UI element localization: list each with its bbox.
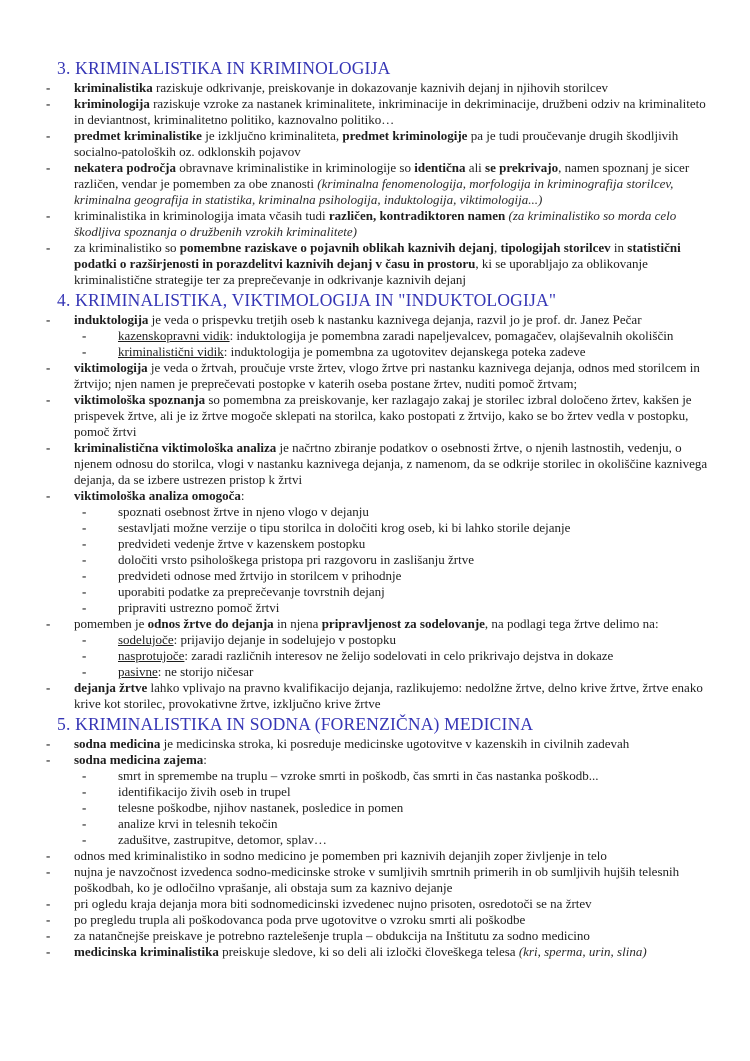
bullet-text <box>118 784 291 799</box>
text-segment: smrt in spremembe na truplu – vzroke smrti in poškodb, čas smrti in čas nastanka poškodb... <box>118 768 599 783</box>
text-segment: induktologija <box>74 312 149 327</box>
sub-bullet-item <box>82 552 710 568</box>
bullet-dash: - <box>82 648 87 663</box>
text-segment: sestavljati možne verzije o tipu storilca in določiti krog oseb, ki bi lahko storile dejanje <box>118 520 571 535</box>
bullet-item <box>46 752 710 768</box>
bullet-dash: - <box>46 912 51 927</box>
sub-bullet-item <box>82 784 710 800</box>
text-segment: je veda o prispevku tretjih oseb k nastanku kaznivega dejanja, razvil jo je prof. dr. Janez Pečar <box>148 312 642 327</box>
text-segment: je načrtno zbiranje podatkov o osebnosti žrtve, o njenih lastnostih, vedenju, o njenem odnosu do storilca, vlogi v nastanku kaznivega dejanja, z namenom, da se odkrije storilec in okoliščine kaznivega dejanja, da se izbere ustrezen pristop k žrtvi <box>74 440 708 487</box>
bullet-item <box>46 160 710 208</box>
bullet-dash: - <box>82 832 87 847</box>
text-segment: viktimološka spoznanja <box>74 392 206 407</box>
text-segment: (za kriminalistiko so morda celo škodljiva spoznanja o družbenih vzrokih kriminalitete) <box>74 208 677 239</box>
bullet-text <box>74 680 703 711</box>
text-segment: predvideti vedenje žrtve v kazenskem postopku <box>118 536 366 551</box>
bullet-dash: - <box>46 128 51 143</box>
bullet-item <box>46 312 710 328</box>
text-segment: kriminologija <box>74 96 150 111</box>
bullet-dash: - <box>46 864 51 879</box>
bullet-item <box>46 240 710 288</box>
text-segment: predmet kriminalistike <box>74 128 202 143</box>
section-heading: 5. KRIMINALISTIKA IN SODNA (FORENZIČNA) MEDICINA <box>57 714 534 734</box>
sub-bullet-item <box>82 600 710 616</box>
sub-bullet-item <box>82 504 710 520</box>
bullet-text <box>74 392 692 439</box>
text-segment: določiti vrsto psihološkega pristopa pri razgovoru in zaslišanju žrtve <box>118 552 474 567</box>
bullet-item <box>46 360 710 392</box>
bullet-text <box>74 80 608 95</box>
text-segment: : prijavijo dejanje in sodelujejo v postopku <box>173 632 397 647</box>
text-segment: pomembne raziskave o pojavnih oblikah kaznivih dejanj <box>179 240 495 255</box>
text-segment: raziskuje odkrivanje, preiskovanje in dokazovanje kaznivih dejanj in njihovih storilcev <box>152 80 608 95</box>
sub-bullet-item <box>82 632 710 648</box>
bullet-dash: - <box>46 928 51 943</box>
text-segment: , namen spoznanj je sicer različen, vendar je pomemben za obe znanosti <box>74 160 690 191</box>
text-segment: : induktologija je pomembna zaradi napeljevalcev, pomagačev, olajševalnih okoliščin <box>229 328 674 343</box>
text-segment: zadušitve, zastrupitve, detomor, splav… <box>118 832 327 847</box>
text-segment: pripraviti ustrezno pomoč žrtvi <box>118 600 280 615</box>
sub-bullet-item <box>82 832 710 848</box>
text-segment: pa je tudi proučevanje drugih škodljivih socialno-patoloških oz. odklonskih pojavov <box>74 128 679 159</box>
sub-bullet-item <box>82 648 710 664</box>
text-segment: pomemben je <box>74 616 148 631</box>
text-segment: statistični podatki o razširjenosti in porazdelitvi kaznivih dejanj v času in prostoru <box>74 240 681 271</box>
text-segment: spoznati osebnost žrtve in njeno vlogo v dejanju <box>118 504 369 519</box>
bullet-item <box>46 928 710 944</box>
text-segment: kriminalistika in kriminologija imata včasih tudi <box>74 208 329 223</box>
bullet-text <box>118 568 401 583</box>
text-segment: pri ogledu kraja dejanja mora biti sodnomedicinski izvedenec nujno prisoten, osredotoči se na žrtev <box>74 896 592 911</box>
bullet-dash: - <box>82 536 87 551</box>
bullet-dash: - <box>82 344 87 359</box>
bullet-text <box>118 664 253 679</box>
bullet-item <box>46 440 710 488</box>
bullet-dash: - <box>82 664 87 679</box>
text-segment: raziskuje vzroke za nastanek kriminalitete, inkriminacije in dekriminacije, družbeni odziv na kriminaliteto in deviantnost, kriminalitetno politiko, kaznovalno politiko… <box>74 96 706 127</box>
bullet-dash: - <box>46 848 51 863</box>
text-segment: kriminalistika <box>74 80 153 95</box>
bullet-text <box>118 504 369 519</box>
bullet-text <box>74 128 678 159</box>
bullet-text <box>74 360 700 391</box>
bullet-dash: - <box>46 80 51 95</box>
text-segment: po pregledu trupla ali poškodovanca poda prve ugotovitve o vzroku smrti ali poškodbe <box>74 912 526 927</box>
text-segment: : zaradi različnih interesov ne želijo sodelovati in celo prikrivajo dejstva in dokaze <box>184 648 614 663</box>
text-segment: ali <box>465 160 486 175</box>
bullet-dash: - <box>82 568 87 583</box>
bullet-text <box>74 944 647 959</box>
section-heading: 3. KRIMINALISTIKA IN KRIMINOLOGIJA <box>57 58 391 78</box>
text-segment: kazenskopravni vidik <box>118 328 230 343</box>
bullet-text <box>118 344 586 359</box>
text-segment: tipologijah storilcev <box>500 240 611 255</box>
text-segment: analize krvi in telesnih tekočin <box>118 816 278 831</box>
bullet-text <box>74 312 642 327</box>
bullet-dash: - <box>46 896 51 911</box>
text-segment: obravnave kriminalistike in kriminologije so <box>175 160 415 175</box>
text-segment: identična <box>414 160 466 175</box>
bullet-text <box>118 816 278 831</box>
bullet-dash: - <box>82 768 87 783</box>
text-segment: različen, kontradiktoren namen <box>328 208 506 223</box>
text-segment: (kri, sperma, urin, slina) <box>518 944 647 959</box>
text-segment: pasivne <box>118 664 158 679</box>
text-segment: telesne poškodbe, njihov nastanek, posledice in pomen <box>118 800 404 815</box>
bullet-text <box>74 928 590 943</box>
text-segment: , ki se uporabljajo za oblikovanje kriminalistične strategije ter za preprečevanje in odkrivanje kaznivih dejanj <box>74 256 648 287</box>
bullet-text <box>118 600 279 615</box>
text-segment: viktimološka analiza omogoča <box>74 488 241 503</box>
sub-bullet-item <box>82 568 710 584</box>
bullet-item <box>46 208 710 240</box>
text-segment: , na podlagi tega žrtve delimo na: <box>484 616 659 631</box>
bullet-item <box>46 80 710 96</box>
bullet-dash: - <box>46 680 51 695</box>
bullet-text <box>74 896 592 911</box>
text-segment: predvideti odnose med žrtvijo in storilcem v prihodnje <box>118 568 402 583</box>
bullet-dash: - <box>46 360 51 375</box>
sub-bullet-item <box>82 800 710 816</box>
bullet-text <box>118 552 474 567</box>
bullet-dash: - <box>82 600 87 615</box>
bullet-text <box>74 160 689 207</box>
sub-bullet-item <box>82 664 710 680</box>
bullet-item <box>46 944 710 960</box>
text-segment: uporabiti podatke za preprečevanje tovrstnih dejanj <box>118 584 385 599</box>
text-segment: za natančnejše preiskave je potrebno raztelešenje trupla – obdukcija na Inštitutu za sodno medicino <box>74 928 590 943</box>
bullet-dash: - <box>82 520 87 535</box>
bullet-item <box>46 680 710 712</box>
text-segment: nekatera področja <box>74 160 176 175</box>
text-segment: : induktologija je pomembna za ugotovitev dejanskega poteka zadeve <box>223 344 586 359</box>
bullet-text <box>74 912 525 927</box>
bullet-dash: - <box>46 160 51 175</box>
text-segment: so pomembna za preiskovanje, ker razlagajo zakaj je storilec izbral določeno žrtev, kakšen je prispevek žrtve, ali je iz žrtve mogoče sklepati na storilca, kako postopati z žrtvijo, kako se bo žrtev vedla v postopku, pomoč žrtvi <box>74 392 692 439</box>
bullet-dash: - <box>46 96 51 111</box>
sub-bullet-item <box>82 584 710 600</box>
text-segment: (kriminalna fenomenologija, morfologija in kriminografija storilcev, kriminalna geografija in statistika, kriminalna psihologija, induktologija, viktimologija...) <box>74 176 674 207</box>
bullet-text <box>118 520 570 535</box>
bullet-dash: - <box>46 616 51 631</box>
bullet-dash: - <box>46 752 51 767</box>
sub-bullet-item <box>82 344 710 360</box>
text-segment: , <box>494 240 501 255</box>
bullet-dash: - <box>82 552 87 567</box>
text-segment: : ne storijo ničesar <box>157 664 254 679</box>
bullet-text <box>118 536 365 551</box>
text-segment: za kriminalistiko so <box>74 240 180 255</box>
section-heading: 4. KRIMINALISTIKA, VIKTIMOLOGIJA IN "INDUKTOLOGIJA" <box>57 290 557 310</box>
text-segment: : <box>240 488 245 503</box>
text-segment: je izključno kriminaliteta, <box>201 128 343 143</box>
bullet-dash: - <box>82 816 87 831</box>
bullet-text <box>74 208 676 239</box>
text-segment: nasprotujoče <box>118 648 185 663</box>
bullet-dash: - <box>46 208 51 223</box>
bullet-dash: - <box>82 800 87 815</box>
sub-bullet-item <box>82 520 710 536</box>
text-segment: sodna medicina <box>74 736 161 751</box>
text-segment: se prekrivajo <box>485 160 559 175</box>
text-segment: sodelujoče <box>118 632 174 647</box>
bullet-dash: - <box>82 632 87 647</box>
sub-bullet-item <box>82 536 710 552</box>
bullet-text <box>118 768 599 783</box>
bullet-text <box>74 440 707 487</box>
text-segment: preiskuje sledove, ki so deli ali izločki človeškega telesa <box>218 944 519 959</box>
bullet-text <box>74 736 629 751</box>
bullet-text <box>118 328 673 343</box>
text-segment: nujna je navzočnost izvedenca sodno-medicinske stroke v sumljivih smrtnih primerih in ob sumljivih hujših telesnih poškodbah, ko je odločilno vprašanje, ali obstaja sum za kaznivo dejanje <box>74 864 680 895</box>
text-segment: odnos med kriminalistiko in sodno medicino je pomemben pri kaznivih dejanjih zoper življenje in telo <box>74 848 607 863</box>
bullet-text <box>74 96 706 127</box>
bullet-dash: - <box>46 944 51 959</box>
sub-bullet-item <box>82 816 710 832</box>
bullet-text <box>74 848 607 863</box>
sub-bullet-item <box>82 768 710 784</box>
bullet-item <box>46 848 710 864</box>
bullet-dash: - <box>46 488 51 503</box>
bullet-text <box>74 616 659 631</box>
text-segment: medicinska kriminalistika <box>74 944 219 959</box>
bullet-item <box>46 616 710 632</box>
bullet-dash: - <box>46 312 51 327</box>
text-segment: pripravljenost za sodelovanje <box>321 616 485 631</box>
text-segment: predmet kriminologije <box>342 128 468 143</box>
bullet-text <box>118 632 396 647</box>
bullet-item <box>46 96 710 128</box>
text-segment: identifikacijo živih oseb in trupel <box>118 784 291 799</box>
bullet-text <box>118 648 613 663</box>
text-segment: sodna medicina zajema <box>74 752 204 767</box>
text-segment: in <box>610 240 628 255</box>
text-segment: je medicinska stroka, ki posreduje medicinske ugotovitve v kazenskih in civilnih zadevah <box>160 736 630 751</box>
document-content <box>46 56 710 960</box>
text-segment: kriminalistična viktimološka analiza <box>74 440 277 455</box>
bullet-item <box>46 896 710 912</box>
bullet-text <box>74 864 679 895</box>
text-segment: : <box>203 752 207 767</box>
bullet-dash: - <box>82 584 87 599</box>
bullet-text <box>118 800 403 815</box>
bullet-dash: - <box>46 440 51 455</box>
bullet-item <box>46 488 710 504</box>
text-segment: viktimologija <box>74 360 148 375</box>
bullet-text <box>118 832 327 847</box>
bullet-item <box>46 392 710 440</box>
bullet-text <box>74 752 207 767</box>
text-segment: lahko vplivajo na pravno kvalifikacijo dejanja, razlikujemo: nedolžne žrtve, delno krive žrtve, žrtve enako krive kot storilec, provokativne žrtve, izključno krive žrtve <box>74 680 703 711</box>
text-segment: odnos žrtve do dejanja <box>147 616 274 631</box>
bullet-dash: - <box>46 240 51 255</box>
bullet-text <box>74 488 244 503</box>
text-segment: je veda o žrtvah, proučuje vrste žrtev, vlogo žrtve pri nastanku kaznivega dejanja, odnos med storilcem in žrtvijo; njen namen je preprečevati postopke v katerih oseba postane žrtev, nuditi pomoč žrtvam; <box>74 360 700 391</box>
bullet-text <box>118 584 385 599</box>
bullet-dash: - <box>82 328 87 343</box>
text-segment: dejanja žrtve <box>74 680 148 695</box>
bullet-text <box>74 240 681 287</box>
bullet-dash: - <box>82 504 87 519</box>
text-segment: in njena <box>273 616 322 631</box>
sub-bullet-item <box>82 328 710 344</box>
bullet-dash: - <box>46 392 51 407</box>
text-segment: kriminalistični vidik <box>118 344 224 359</box>
bullet-dash: - <box>46 736 51 751</box>
bullet-dash: - <box>82 784 87 799</box>
bullet-item <box>46 864 710 896</box>
bullet-item <box>46 736 710 752</box>
bullet-item <box>46 912 710 928</box>
bullet-item <box>46 128 710 160</box>
